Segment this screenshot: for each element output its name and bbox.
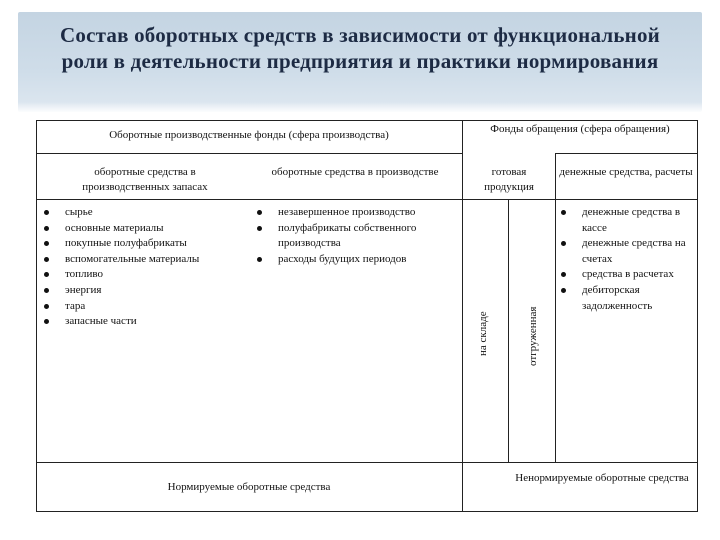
vertical-label-shipped: отгруженная (527, 306, 539, 366)
header-production-funds: Оборотные производственные фонды (сфера производства) (109, 129, 389, 141)
bullet-icon (44, 210, 49, 215)
list-item: запасные части (44, 314, 254, 330)
cash-column-divider (555, 153, 556, 463)
list-in-production (257, 205, 457, 267)
bullet-icon (44, 226, 49, 231)
list-item: тара (44, 299, 254, 315)
list-item: энергия (44, 283, 254, 299)
bullet-icon (257, 210, 262, 215)
footer-normalized: Нормируемые оборотные средства (167, 481, 331, 493)
list-item: денежные средства в кассе (561, 205, 693, 236)
bullet-icon (44, 272, 49, 277)
header-circulation-funds: Фонды обращения (сфера обращения) (490, 123, 670, 135)
table-border-right (697, 120, 698, 512)
list-item: расходы будущих периодов (257, 252, 457, 268)
subheader-in-stock: оборотные средства в производственных запасах (82, 166, 208, 193)
bullet-icon (44, 304, 49, 309)
table-border-bottom (36, 511, 697, 512)
bullet-icon (561, 272, 566, 277)
bullet-icon (44, 319, 49, 324)
bullet-icon (44, 288, 49, 293)
subheader-finished-goods: готовая продукция (484, 166, 534, 193)
subheader-cash: денежные средства, расчеты (559, 166, 693, 178)
subheader-in-production: оборотные средства в производстве (271, 166, 439, 178)
section-divider (462, 120, 463, 512)
list-in-stock (44, 205, 254, 330)
list-item: основные материалы (44, 221, 254, 237)
vertical-label-warehouse: на складе (477, 311, 489, 356)
list-item: топливо (44, 267, 254, 283)
finished-goods-divider (508, 199, 509, 463)
list-item: полуфабрикаты собственного производства (257, 221, 457, 252)
table-border-left (36, 120, 37, 512)
bullet-icon (44, 241, 49, 246)
footer-divider (36, 462, 697, 463)
list-item: дебиторская задолженность (561, 283, 693, 314)
list-item: незавершенное производство (257, 205, 457, 221)
bullet-icon (561, 241, 566, 246)
list-item: покупные полуфабрикаты (44, 236, 254, 252)
list-cash (561, 205, 693, 314)
header-divider-left (36, 153, 462, 154)
page-title: Состав оборотных средств в зависимости от функциональной роли в деятельности предприятия и практики нормирования (60, 23, 660, 73)
list-item: средства в расчетах (561, 267, 693, 283)
bullet-icon (561, 210, 566, 215)
bullet-icon (257, 257, 262, 262)
header-divider-right (555, 153, 697, 154)
list-item: денежные средства на счетах (561, 236, 693, 267)
list-item: сырье (44, 205, 254, 221)
table-border-top (36, 120, 697, 121)
subheader-divider (36, 199, 697, 200)
bullet-icon (257, 226, 262, 231)
list-item: вспомогательные материалы (44, 252, 254, 268)
bullet-icon (561, 288, 566, 293)
footer-non-normalized: Ненормируемые оборотные средства (515, 472, 689, 484)
bullet-icon (44, 257, 49, 262)
